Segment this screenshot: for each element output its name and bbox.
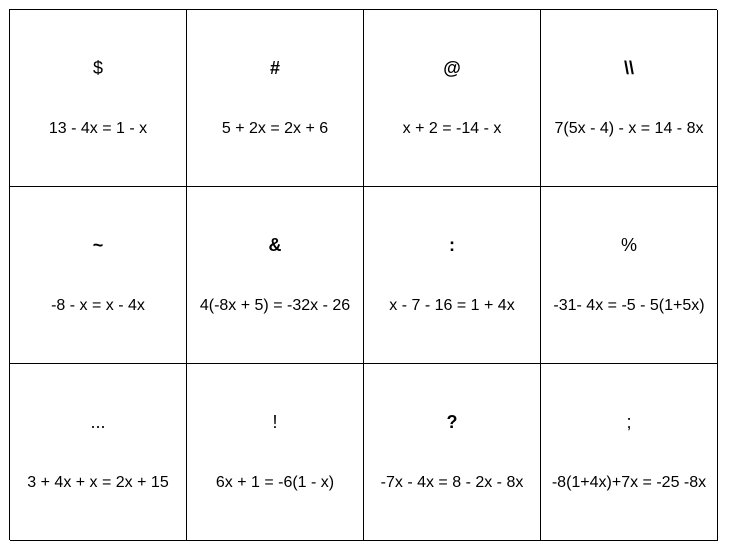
- card-equation: 3 + 4x + x = 2x + 15: [27, 474, 169, 491]
- card-cell: [541, 187, 718, 364]
- card-equation: x + 2 = -14 - x: [402, 120, 502, 137]
- card-cell: [541, 10, 718, 187]
- card-equation: x - 7 - 16 = 1 + 4x: [389, 297, 515, 314]
- card-cell: [187, 10, 364, 187]
- card-symbol: $: [92, 58, 103, 78]
- card-equation: 5 + 2x = 2x + 6: [221, 120, 329, 137]
- card-symbol: ~: [92, 235, 104, 255]
- card-symbol: :: [449, 235, 455, 255]
- card-symbol: %: [620, 235, 637, 255]
- card-symbol: &: [268, 235, 282, 255]
- card-equation: 13 - 4x = 1 - x: [48, 120, 148, 137]
- card-equation: 6x + 1 = -6(1 - x): [215, 474, 335, 491]
- card-symbol: \\: [623, 58, 634, 78]
- card-equation: -31- 4x = -5 - 5(1+5x): [553, 297, 705, 314]
- card-symbol: !: [272, 412, 278, 432]
- card-cell: [187, 187, 364, 364]
- card-symbol: ...: [90, 412, 106, 432]
- card-cell: [10, 364, 187, 541]
- card-cell: [364, 187, 541, 364]
- card-equation: 4(-8x + 5) = -32x - 26: [199, 297, 351, 314]
- card-cell: [187, 364, 364, 541]
- card-equation: 7(5x - 4) - x = 14 - 8x: [554, 120, 704, 137]
- card-cell: [10, 187, 187, 364]
- card-equation: -7x - 4x = 8 - 2x - 8x: [380, 474, 524, 491]
- card-equation: -8 - x = x - 4x: [51, 297, 145, 314]
- card-equation: -8(1+4x)+7x = -25 -8x: [551, 474, 707, 491]
- card-symbol: ;: [626, 412, 632, 432]
- card-symbol: ?: [446, 412, 458, 432]
- card-symbol: @: [443, 58, 461, 78]
- equation-card-grid: [9, 9, 717, 540]
- card-symbol: #: [269, 58, 280, 78]
- card-cell: [364, 10, 541, 187]
- card-cell: [364, 364, 541, 541]
- card-cell: [10, 10, 187, 187]
- card-cell: [541, 364, 718, 541]
